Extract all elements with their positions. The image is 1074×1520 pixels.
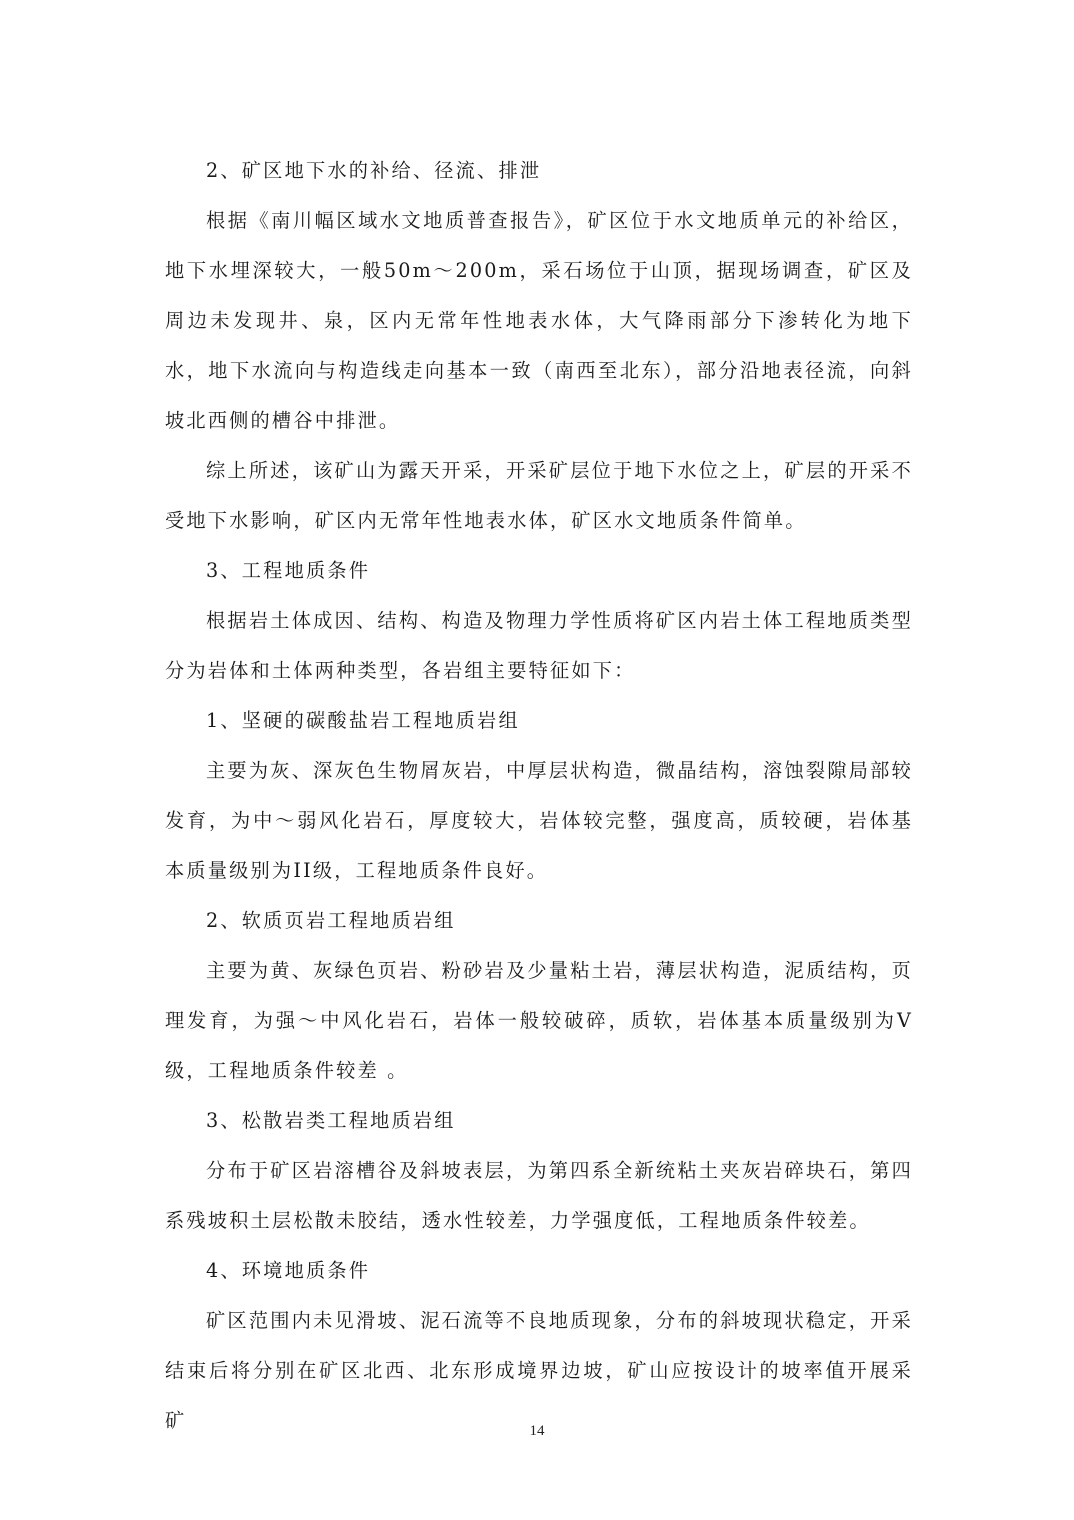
paragraph-loose-rock: 分布于矿区岩溶槽谷及斜坡表层，为第四系全新统粘土夹灰岩碎块石，第四系残坡积土层松散未胶结，透水性较差，力学强度低，工程地质条件较差。 xyxy=(165,1159,913,1232)
section-heading-recharge: 2、矿区地下水的补给、径流、排泄 xyxy=(206,159,542,182)
subheading-soft-shale: 2、软质页岩工程地质岩组 xyxy=(206,909,456,932)
paragraph-hydro-summary: 综上所述，该矿山为露天开采，开采矿层位于地下水位之上，矿层的开采不受地下水影响，矿区内无常年性地表水体，矿区水文地质条件简单。 xyxy=(165,459,913,532)
paragraph-soft-shale: 主要为黄、灰绿色页岩、粉砂岩及少量粘土岩，薄层状构造，泥质结构，页理发育，为强～中风化岩石，岩体一般较破碎，质软，岩体基本质量级别为V级，工程地质条件较差 。 xyxy=(165,959,913,1082)
document-body xyxy=(165,146,913,1446)
paragraph-recharge-description: 根据《南川幅区域水文地质普查报告》，矿区位于水文地质单元的补给区，地下水埋深较大，一般50m～200m，采石场位于山顶，据现场调查，矿区及周边未发现井、泉，区内无常年性地表水体，大气降雨部分下渗转化为地下水，地下水流向与构造线走向基本一致（南西至北东），部分沿地表径流，向斜坡北西侧的槽谷中排泄。 xyxy=(165,209,913,432)
paragraph-carbonate-rock: 主要为灰、深灰色生物屑灰岩，中厚层状构造，微晶结构，溶蚀裂隙局部较发育，为中～弱风化岩石，厚度较大，岩体较完整，强度高，质较硬，岩体基本质量级别为II级，工程地质条件良好。 xyxy=(165,759,913,882)
subheading-loose-rock: 3、松散岩类工程地质岩组 xyxy=(206,1109,456,1132)
section-heading-environmental-geology: 4、环境地质条件 xyxy=(206,1259,371,1282)
paragraph-engineering-intro: 根据岩土体成因、结构、构造及物理力学性质将矿区内岩土体工程地质类型分为岩体和土体两种类型，各岩组主要特征如下： xyxy=(165,609,913,682)
page-number: 14 xyxy=(529,1423,545,1439)
section-heading-engineering-geology: 3、工程地质条件 xyxy=(206,559,371,582)
paragraph-environmental-geology: 矿区范围内未见滑坡、泥石流等不良地质现象，分布的斜坡现状稳定，开采结束后将分别在矿区北西、北东形成境界边坡，矿山应按设计的坡率值开展采矿 xyxy=(165,1309,913,1432)
subheading-carbonate-rock: 1、坚硬的碳酸盐岩工程地质岩组 xyxy=(206,709,520,732)
